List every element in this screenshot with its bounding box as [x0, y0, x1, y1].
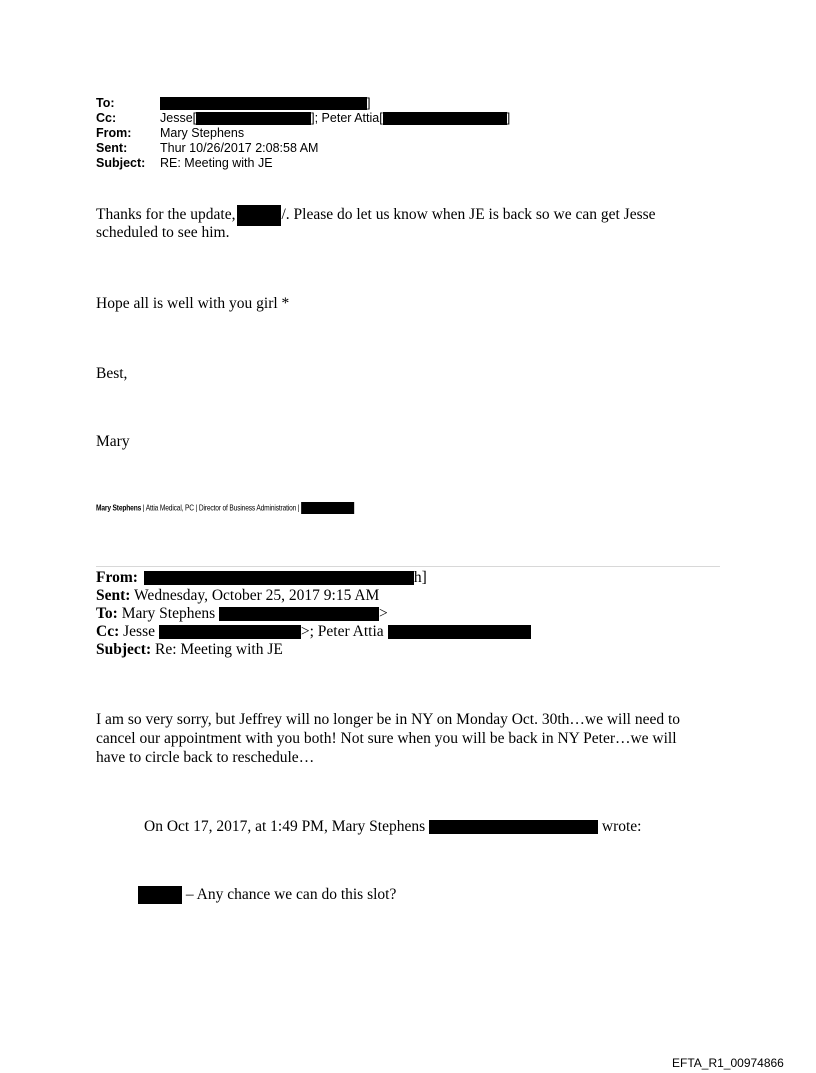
- separator: [96, 566, 720, 567]
- nested-chance-line: [138, 886, 396, 904]
- to-suffix: ]: [367, 96, 371, 110]
- redaction: [196, 112, 311, 125]
- cc-separator: ]; Peter Attia[: [311, 111, 383, 125]
- subject-value: RE: Meeting with JE: [160, 156, 273, 170]
- body-name: Mary: [96, 433, 130, 450]
- quoted-sent-row: [96, 587, 531, 605]
- redaction: [144, 571, 414, 585]
- header-sent-row: [96, 141, 510, 156]
- quoted-subject-label: Subject:: [96, 641, 152, 658]
- signature-name: Mary Stephens: [96, 502, 142, 513]
- signature-line: [96, 502, 354, 514]
- body-best: Best,: [96, 365, 128, 382]
- redaction: [237, 205, 281, 226]
- body-hope: Hope all is well with you girl *: [96, 295, 290, 312]
- quoted-subject-row: [96, 641, 531, 659]
- redaction: [383, 112, 507, 125]
- quoted-to-row: [96, 605, 531, 623]
- body-line-2: scheduled to see him.: [96, 224, 230, 241]
- quoted-to-suffix: >: [379, 605, 388, 622]
- header-cc-row: [96, 111, 510, 126]
- sent-value: Thur 10/26/2017 2:08:58 AM: [160, 141, 319, 155]
- body-text: /. Please do let us know when JE is back so we can get Jesse: [281, 206, 656, 224]
- redaction: [159, 625, 301, 639]
- redaction: [429, 820, 598, 834]
- quoted-cc-value: Jesse: [119, 623, 159, 640]
- redaction: [138, 886, 182, 904]
- from-value: Mary Stephens: [160, 126, 245, 140]
- quoted-para-line-1: I am so very sorry, but Jeffrey will no longer be in NY on Monday Oct. 30th…we will need to: [96, 711, 681, 728]
- cc-label: Cc:: [96, 111, 117, 125]
- quoted-para-line-3: have to circle back to reschedule…: [96, 749, 315, 766]
- quoted-cc-label: Cc:: [96, 623, 120, 640]
- nested-wrote: wrote:: [598, 818, 642, 835]
- quoted-sent-label: Sent:: [96, 587, 131, 604]
- to-label: To:: [96, 96, 115, 110]
- sent-label: Sent:: [96, 141, 128, 155]
- quoted-subject-value: Re: Meeting with JE: [151, 641, 283, 658]
- cc-name1: Jesse[: [160, 111, 197, 125]
- redaction: [388, 625, 531, 639]
- body-line-1: [96, 205, 656, 226]
- quoted-from-suffix: h]: [413, 569, 427, 586]
- doc-id: EFTA_R1_00974866: [672, 1056, 784, 1070]
- quoted-para-line-2: cancel our appointment with you both! Not sure when you will be back in NY Peter…we will: [96, 730, 677, 747]
- body-text: Thanks for the update,: [96, 206, 236, 224]
- quoted-to-label: To:: [96, 605, 118, 622]
- subject-label: Subject:: [96, 156, 146, 170]
- redaction: [301, 502, 354, 514]
- nested-on-text: On Oct 17, 2017, at 1:49 PM, Mary Stephens: [144, 818, 430, 835]
- quoted-header: [96, 569, 531, 659]
- quoted-to-value: Mary Stephens: [117, 605, 219, 622]
- quoted-cc-row: [96, 623, 531, 641]
- header-from-row: [96, 126, 510, 141]
- email-header: [96, 96, 510, 171]
- redaction: [219, 607, 379, 621]
- header-subject-row: [96, 156, 510, 171]
- quoted-from-row: [96, 569, 531, 587]
- nested-chance-text: – Any chance we can do this slot?: [182, 886, 397, 903]
- redaction: [160, 97, 367, 110]
- header-to-row: [96, 96, 510, 111]
- quoted-from-label: From:: [96, 569, 138, 586]
- quoted-sent-value: Wednesday, October 25, 2017 9:15 AM: [130, 587, 380, 604]
- from-label: From:: [96, 126, 132, 140]
- quoted-cc-mid: >; Peter Attia: [300, 623, 388, 640]
- nested-on-line: [144, 818, 642, 836]
- signature-rest: | Attia Medical, PC | Director of Business Administration |: [141, 502, 302, 513]
- cc-suffix: ]: [506, 111, 511, 125]
